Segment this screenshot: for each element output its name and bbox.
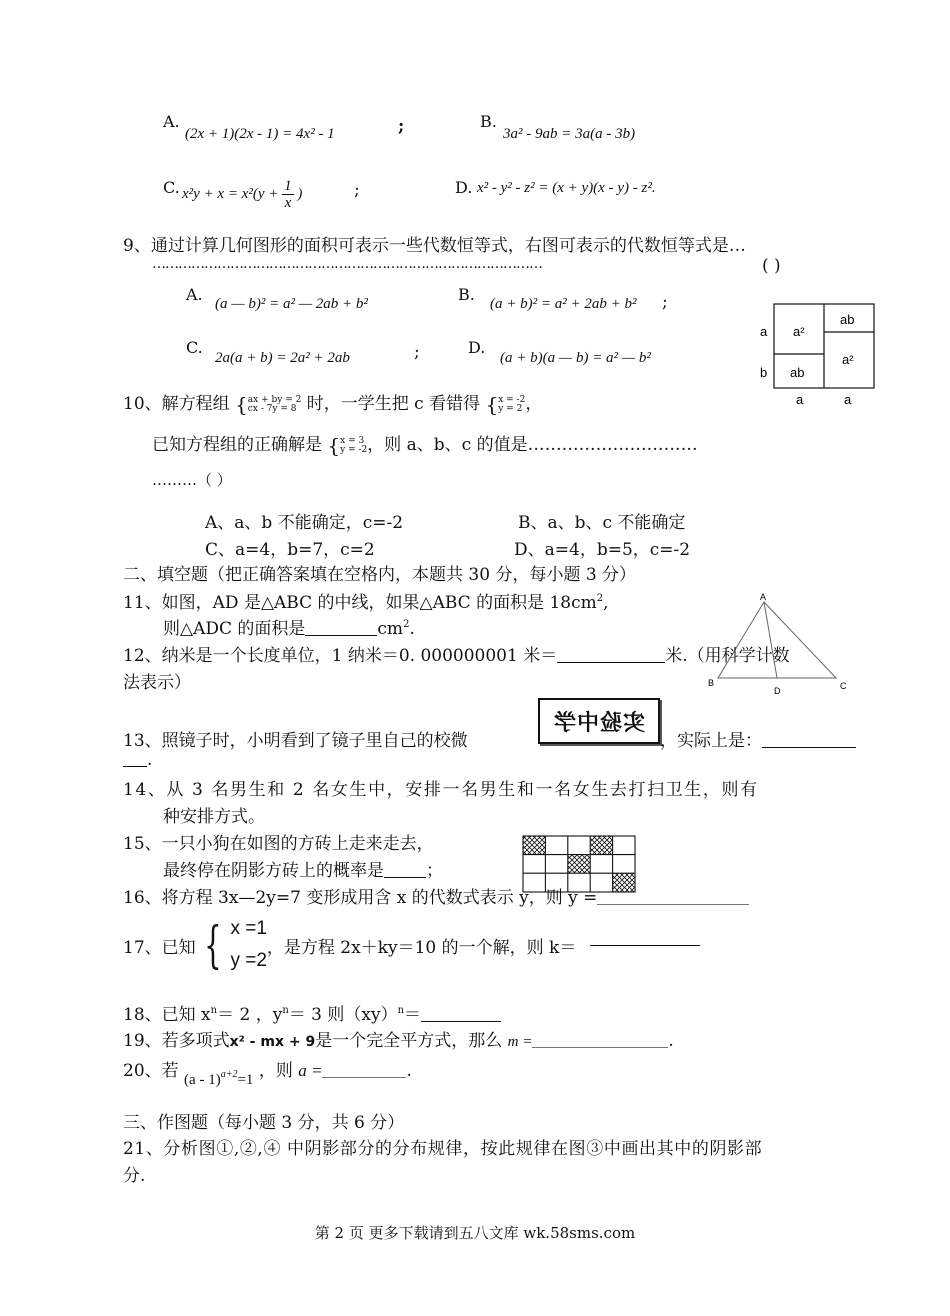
q10-end1: ，: [525, 394, 543, 414]
q16-text: 16、将方程 3x—2y=7 变形成用含 x 的代数式表示 y，则 y =: [123, 888, 598, 908]
q13-suffix: [660, 726, 856, 751]
q17-answer-blank[interactable]: [590, 945, 700, 946]
q10-sys3-eq2: y = -2: [340, 444, 368, 455]
q21-line2: 分.: [123, 1166, 146, 1186]
q13-line1: [123, 726, 468, 751]
q16-answer-blank[interactable]: [597, 904, 749, 905]
q9-d-label: D.: [468, 338, 486, 357]
q11-line2-prefix: 则△ADC 的面积是: [163, 619, 306, 639]
q20-answer-blank[interactable]: [322, 1077, 406, 1078]
q19-suffix: 是一个完全平方式，那么: [315, 1031, 503, 1051]
q11-unit: cm: [377, 619, 404, 639]
q9-fig-bottom-a1: a: [796, 392, 804, 407]
q17-prefix: 17、已知: [123, 937, 196, 958]
q18-line: [123, 1000, 501, 1025]
q8-c-left: x²y + x = x²(y +: [182, 185, 279, 202]
q8-d-expression: x² - y² - z² = (x + y)(x - y) - z².: [477, 180, 656, 196]
q13-suffix-text: ，实际上是：: [660, 731, 762, 751]
q8-a-separator: ;: [398, 116, 405, 136]
q13-line2: [123, 750, 152, 770]
q10-prefix: 10、解方程组: [123, 394, 230, 414]
q8-d-label: D.: [455, 178, 473, 197]
q20-expr-end: =1: [237, 1072, 254, 1088]
q10-option-b: B、a、b、c 不能确定: [518, 513, 686, 533]
q9-fig-left-b: b: [760, 365, 768, 380]
q10-line2-prefix: 已知方程组的正确解是: [152, 435, 322, 455]
q14-line2: 种安排方式。: [163, 807, 265, 827]
q13-mirrored-badge: [538, 698, 660, 744]
q11-vertex-d: D: [774, 686, 781, 696]
q9-fig-cell-ab-top: ab: [840, 312, 855, 327]
q20-exp: a+2: [220, 1069, 238, 1080]
q17-brace: {: [203, 916, 222, 974]
q9-c-separator: ;: [414, 342, 420, 362]
q12-line2: 法表示）: [123, 673, 191, 693]
q10-line2-mid: ，则 a、b、c 的值是…………………………: [367, 435, 698, 455]
q8-c-fraction: [282, 178, 294, 211]
q18-end: ＝: [404, 1005, 422, 1025]
q12-line1: [123, 641, 790, 666]
q10-sys2-eq2: y = 2: [498, 403, 523, 414]
q12-answer-blank[interactable]: [557, 662, 665, 663]
q10-option-d: D、a=4，b=5，c=-2: [514, 540, 691, 560]
q9-c-label: C.: [186, 338, 203, 357]
q10-option-c: C、a=4，b=7，c=2: [205, 540, 375, 560]
q11-answer-blank[interactable]: [305, 635, 377, 636]
q9-area-figure: [752, 300, 882, 410]
q8-b-label: B.: [480, 112, 497, 131]
q12-line1-text: 12、纳米是一个长度单位，1 纳米＝0. 000000001 米＝: [123, 646, 558, 666]
q9-stem-line1: 9、通过计算几何图形的面积可表示一些代数恒等式，右图可表示的代数恒等式是…: [123, 236, 746, 256]
q14-line1: 14、从 3 名男生和 2 名女生中，安排一名男生和一名女生去打扫卫生，则有: [123, 780, 759, 800]
q19-expr: x² - mx + 9: [229, 1034, 316, 1050]
q11-vertex-a: A: [760, 592, 767, 602]
q18-prefix: 18、已知 x: [123, 1005, 211, 1025]
q20-a: a =: [298, 1061, 323, 1080]
q8-option-a: [163, 112, 180, 132]
q11-line1: [123, 588, 609, 613]
q10-system3: { x = 3 y = -2: [327, 433, 368, 457]
q18-answer-blank[interactable]: [421, 1021, 501, 1022]
q18-mid1: ＝ 2 ，y: [217, 1005, 283, 1025]
q8-c-label: C.: [163, 178, 180, 197]
q10-system1: { ax + by = 2 cx - 7y = 8: [235, 392, 302, 416]
q15-answer-blank[interactable]: [384, 877, 426, 878]
q21-line1: 21、分析图①,②,④ 中阴影部分的分布规律，按此规律在图③中画出其中的阴影部: [123, 1139, 763, 1159]
q17-suffix: ，是方程 2x＋ky＝10 的一个解，则 k＝: [266, 937, 577, 958]
q11-sup: 2: [596, 593, 604, 604]
q19-prefix: 19、若多项式: [123, 1031, 230, 1051]
section-2-heading: 二、填空题（把正确答案填在空格内，本题共 30 分，每小题 3 分）: [123, 565, 637, 585]
q20-base: (a - 1): [184, 1072, 221, 1088]
q9-fig-cell-a2-left: a²: [793, 324, 805, 339]
q8-c-frac-num: 1: [284, 178, 292, 194]
q20-line: [123, 1056, 412, 1088]
q9-b-separator: ;: [662, 292, 668, 312]
q15-line2-text: 最终停在阴影方砖上的概率是: [163, 861, 384, 881]
q13-answer-blank[interactable]: [762, 747, 856, 748]
q11-vertex-b: B: [708, 678, 715, 688]
q11-line2-end: .: [409, 619, 415, 639]
q8-c-separator: ;: [354, 180, 360, 200]
q18-mid2: ＝ 3 则（xy）: [288, 1005, 398, 1025]
q20-expr: [184, 1069, 254, 1088]
q10-system2: { x = -2 y = 2: [485, 392, 526, 416]
q17-system: [230, 913, 266, 977]
q13-line2-end: .: [147, 750, 153, 770]
q11-line1-end: ,: [603, 593, 609, 613]
q17-eq1: x =1: [230, 918, 267, 939]
q9-b-expression: (a + b)² = a² + 2ab + b²: [490, 296, 637, 312]
q9-answer-paren: ( ): [762, 256, 781, 276]
q9-stem-line2: ………………………………………………………………………………: [152, 256, 542, 272]
q19-m: m =: [507, 1034, 533, 1050]
q9-a-expression: (a — b)² = a² — 2ab + b²: [215, 296, 368, 312]
q8-a-expression: (2x + 1)(2x - 1) = 4x² - 1: [185, 126, 335, 142]
q10-sys3-eq1: x = 3: [340, 435, 365, 446]
q10-line2: [152, 430, 698, 455]
q11-vertex-c: C: [840, 681, 847, 691]
q15-line2-end: ；: [426, 861, 443, 881]
q16-line: [123, 883, 749, 908]
q20-suffix: ，则: [258, 1061, 293, 1081]
section-3-heading: 三、作图题（每小题 3 分，共 6 分）: [123, 1113, 405, 1133]
q9-c-expression: 2a(a + b) = 2a² + 2ab: [215, 350, 350, 366]
q19-end: .: [668, 1031, 674, 1051]
q18-sup1: n: [210, 1005, 218, 1016]
q10-mid: 时，一学生把 c 看错得: [306, 394, 481, 414]
q9-a-label: A.: [186, 285, 203, 304]
q19-line: [123, 1026, 674, 1051]
q10-line3: ………（ ）: [152, 471, 232, 489]
q11-line1-text: 11、如图，AD 是△ABC 的中线，如果△ABC 的面积是 18cm: [123, 593, 597, 613]
q8-c-frac-den: x: [284, 195, 292, 211]
q13-badge-text: 实验中学: [552, 710, 645, 736]
q13-answer-blank-cont[interactable]: [123, 766, 147, 767]
q19-answer-blank[interactable]: [532, 1047, 668, 1048]
q15-line1: 15、一只小狗在如图的方砖上走来走去，: [123, 834, 434, 854]
q20-prefix: 20、若: [123, 1061, 179, 1081]
q17-line: [123, 912, 700, 978]
q18-sup3: n: [397, 1005, 405, 1016]
q8-a-label: A.: [163, 112, 180, 131]
page-footer: 第 2 页 更多下载请到五八文库 wk.58sms.com: [314, 1224, 636, 1242]
q10-option-a: A、a、b 不能确定，c=-2: [205, 513, 404, 533]
q12-line1-end: 米.（用科学计数: [665, 646, 790, 666]
q11-unit-sup: 2: [403, 619, 410, 630]
q13-prefix: 13、照镜子时，小明看到了镜子里自己的校微: [123, 731, 468, 751]
q9-fig-bottom-a2: a: [844, 392, 852, 407]
q8-c-right: ): [297, 185, 303, 202]
q8-c-expression: [182, 178, 302, 211]
q15-line2: [163, 856, 443, 881]
q10-sys2-eq1: x = -2: [498, 394, 526, 405]
q9-fig-cell-a2-right: a²: [842, 352, 854, 367]
q20-end: .: [406, 1061, 412, 1081]
q8-b-expression: 3a² - 9ab = 3a(a - 3b): [503, 126, 636, 142]
q9-fig-left-a: a: [760, 324, 768, 339]
q18-sup2: n: [282, 1005, 289, 1016]
q11-line2: [163, 614, 415, 639]
q17-eq2: y =2: [230, 950, 267, 971]
q9-d-expression: (a + b)(a — b) = a² — b²: [500, 350, 651, 366]
q9-b-label: B.: [458, 285, 475, 304]
q10-sys1-eq1: ax + by = 2: [247, 394, 302, 405]
q10-line1: [123, 389, 542, 414]
q10-sys1-eq2: cx - 7y = 8: [247, 403, 297, 414]
q9-fig-cell-ab-bottom: ab: [790, 365, 805, 380]
